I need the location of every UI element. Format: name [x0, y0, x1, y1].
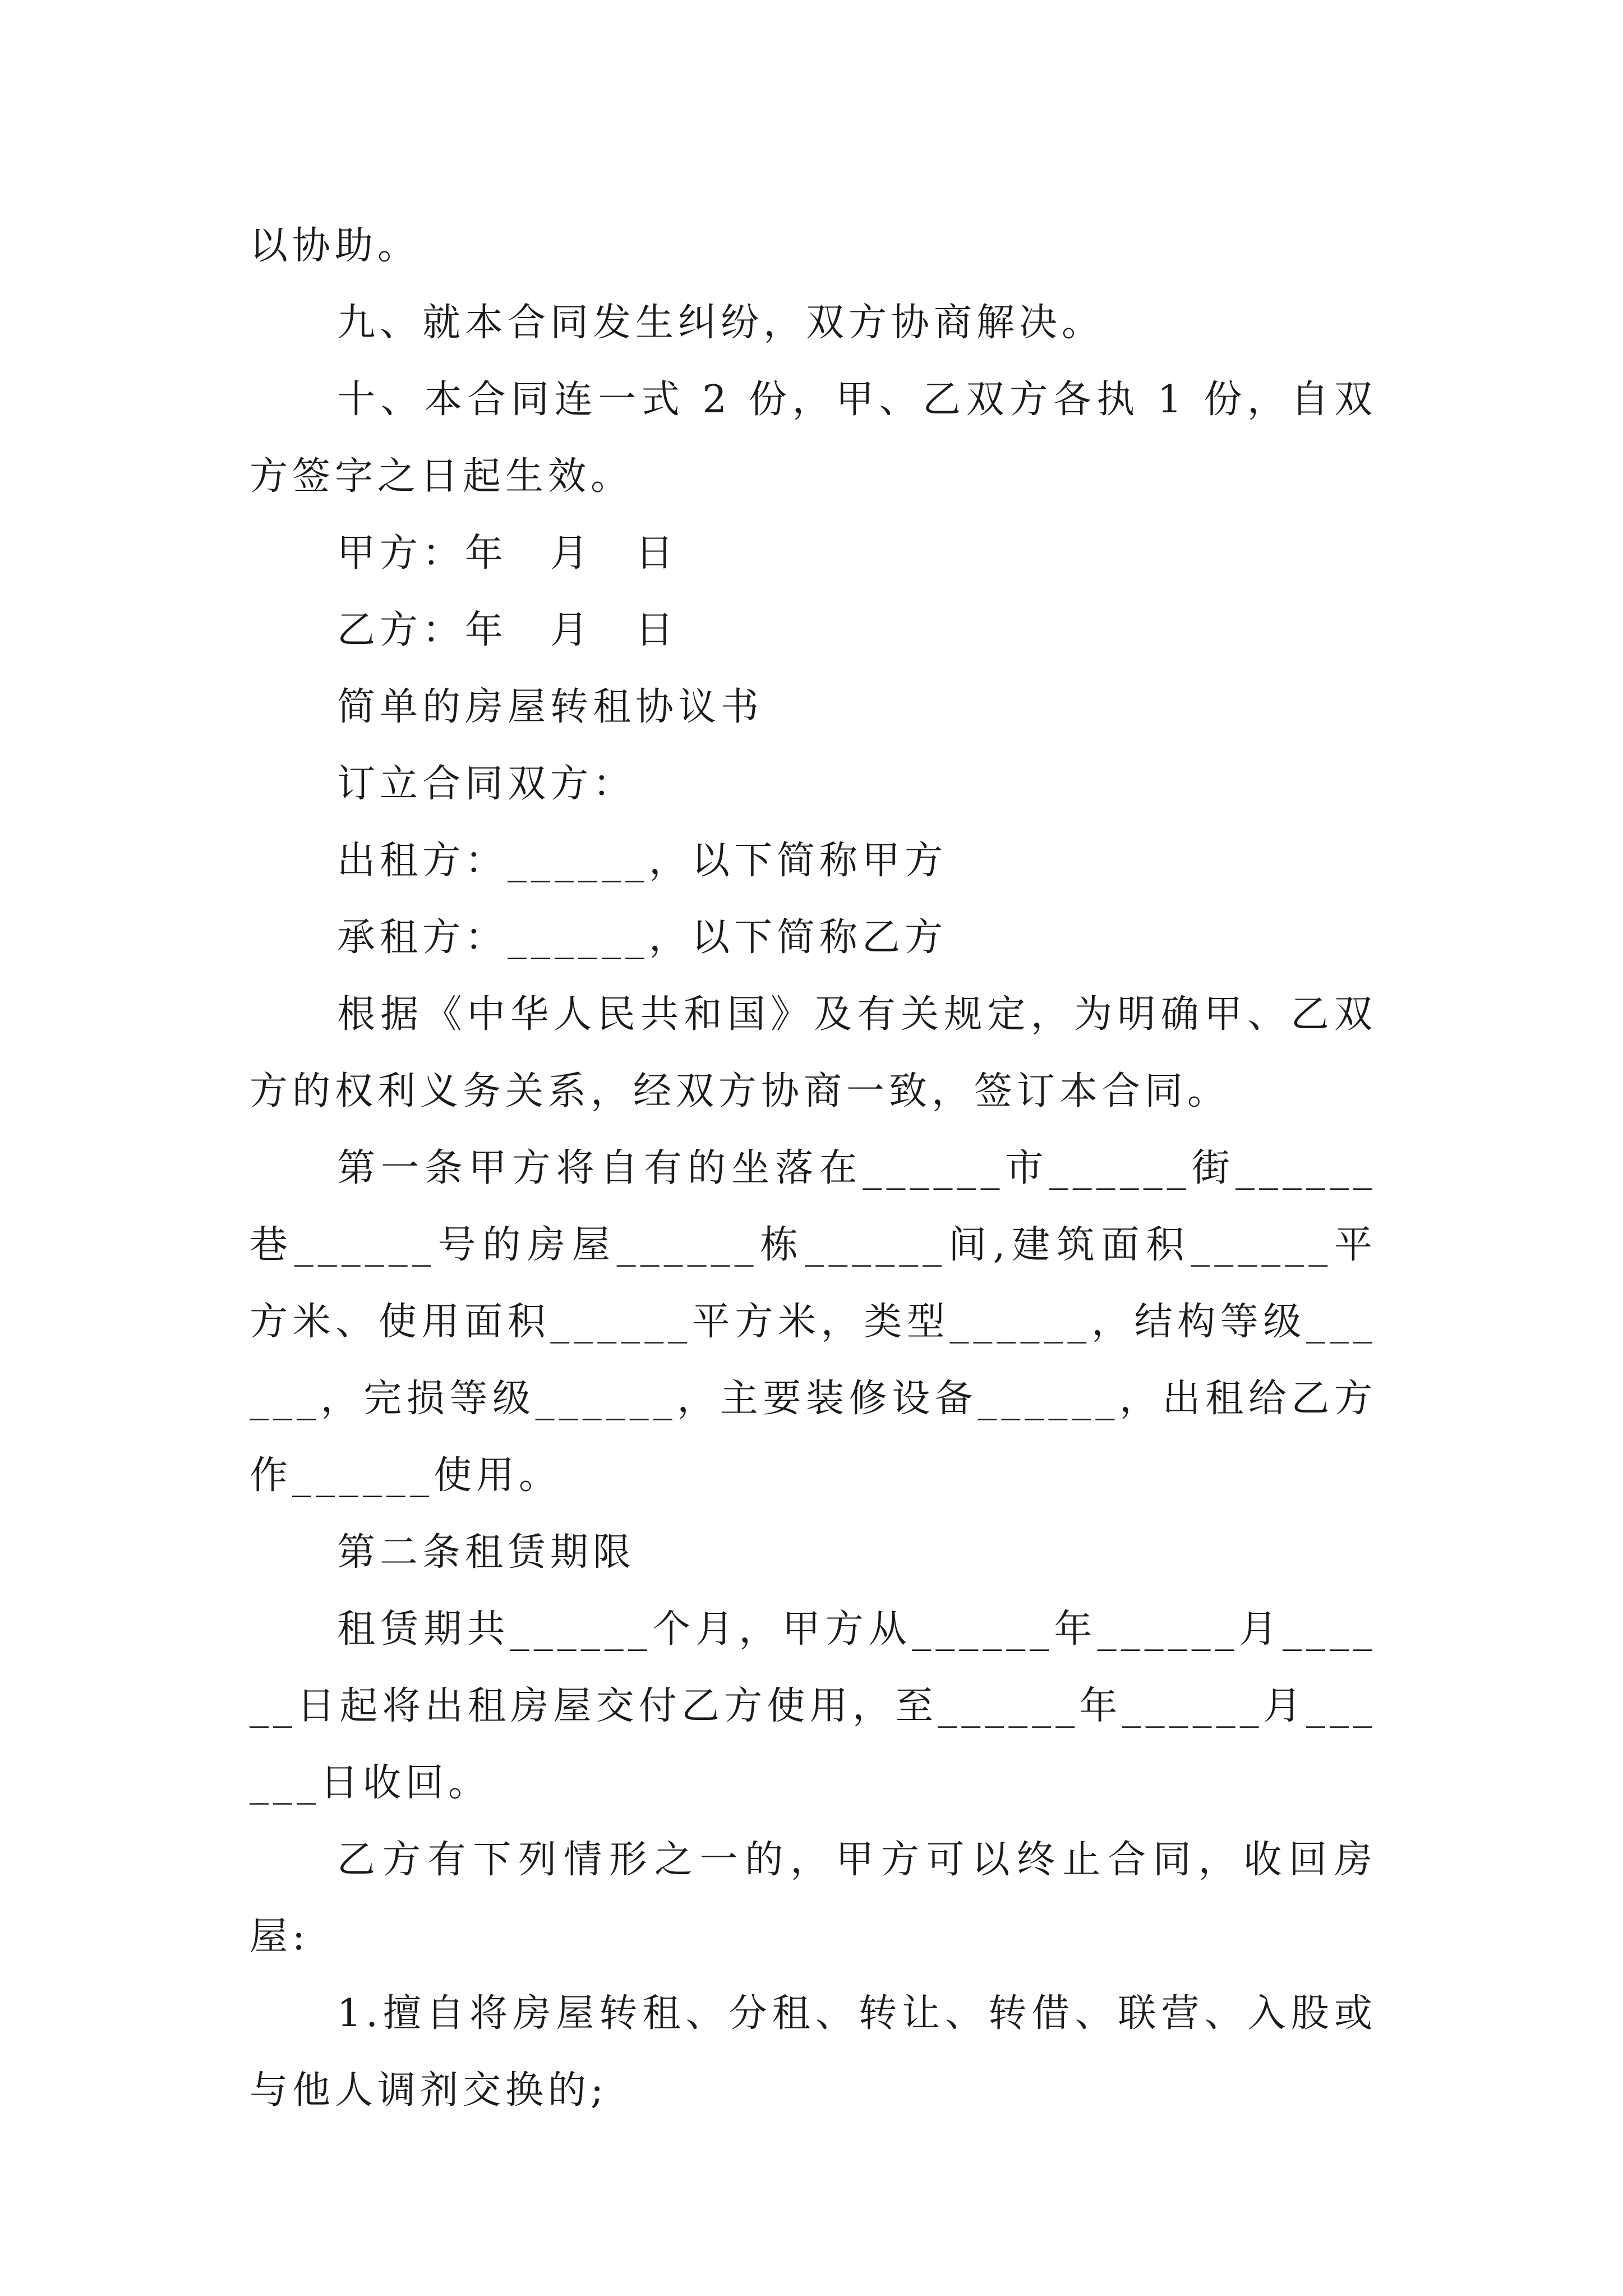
lessor-line: 出租方：______，以下简称甲方 [337, 839, 948, 883]
lease-term: 租赁期共______个月，甲方从______年______月______日起将出租房屋交付乙方使用，至______年______月______日收回。 [250, 1607, 1377, 1805]
article-one: 第一条甲方将自有的坐落在______市______街______巷______号的房屋______栋______间,建筑面积______平方米、使用面积______平方米，类型______，结构等级______，完损等级______，主要装修设备______，出租给乙方作______使用。 [250, 1146, 1377, 1498]
document-body [250, 208, 1377, 2129]
party-b-signature-date: 乙方：年 月 日 [337, 608, 679, 652]
document-title: 简单的房屋转租协议书 [337, 685, 764, 729]
termination-conditions: 乙方有下列情形之一的，甲方可以终止合同，收回房屋: [250, 1838, 1377, 1959]
paragraph-continuation: 以协助。 [250, 224, 421, 268]
clause-ten: 十、本合同连一式 2 份，甲、乙双方各执 1 份，自双方签字之日起生效。 [250, 378, 1377, 499]
clause-nine: 九、就本合同发生纠纷，双方协商解决。 [337, 301, 1105, 345]
lessee-line: 承租方：______，以下简称乙方 [337, 915, 948, 960]
contract-parties-heading: 订立合同双方： [337, 762, 636, 806]
preamble: 根据《中华人民共和国》及有关规定，为明确甲、乙双方的权利义务关系，经双方协商一致，签订本合同。 [250, 992, 1377, 1114]
party-a-signature-date: 甲方：年 月 日 [337, 531, 679, 576]
article-two-heading: 第二条租赁期限 [337, 1530, 636, 1575]
termination-item-1: 1.擅自将房屋转租、分租、转让、转借、联营、入股或与他人调剂交换的; [250, 1991, 1377, 2113]
